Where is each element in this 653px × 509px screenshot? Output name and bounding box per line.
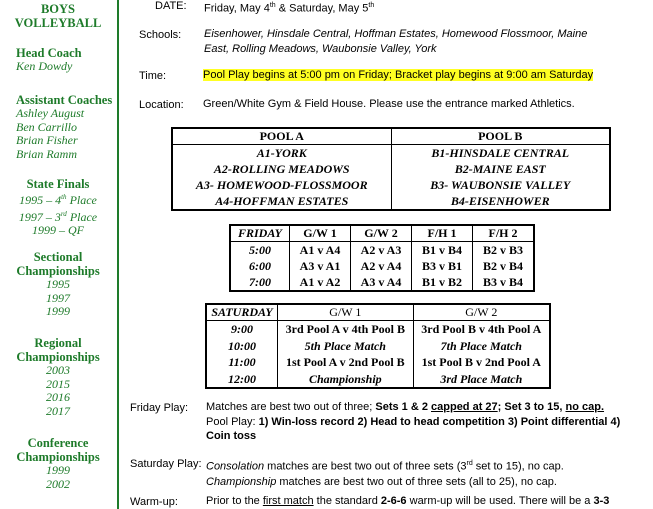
regional-block (0, 336, 116, 418)
state-finals-title: State Finals (26, 177, 90, 191)
head-coach-title: Head Coach (16, 46, 82, 60)
sectional-year: 1997 (46, 290, 70, 305)
conference-year: 2002 (46, 476, 70, 491)
head-coach-block (0, 46, 132, 74)
sectional-title: Championships (16, 264, 100, 278)
regional-title: Championships (16, 350, 100, 364)
table-row (230, 225, 534, 242)
table-row: 9:00 10:00 11:00 12:00 3rd Pool A v 4th Pool B 5th Place Match 1st Pool A v 2nd Pool B Championship 3rd Pool B v 4th Pool A 7th Place Match 1st Pool B v 2nd Pool A 3rd Place Match (206, 321, 550, 389)
assistant-coaches-title: Assistant Coaches (16, 93, 113, 107)
assistant-coaches-block (0, 93, 132, 161)
friday-play-rules: Matches are best two out of three; Sets 1 & 2 capped at 27; Set 3 to 15, no cap. Pool Play: 1) Win-loss record 2) Head to head competition 3) Point differential 4) Coin toss (206, 401, 621, 442)
sidebar (0, 0, 116, 509)
pool-b-team: B4-EISENHOWER (450, 194, 550, 208)
friday-header: FRIDAY (230, 225, 290, 242)
regional-year: 2017 (46, 403, 70, 418)
pool-a-header: POOL A (172, 128, 391, 145)
time-value: Pool Play begins at 5:00 pm on Friday; Bracket play begins at 9:00 am Saturday (203, 69, 594, 81)
court-header: G/W 2 (413, 304, 550, 321)
regional-title: Regional (34, 336, 82, 350)
date-label: DATE: (155, 0, 187, 12)
saturday-play-rules: Consolation matches are best two out of three sets (3rd set to 15), no cap. Championship matches are best two out of three sets (all to 25), no cap. (206, 460, 564, 488)
assistant-name: Ben Carrillo (16, 119, 78, 134)
state-finals-block (0, 177, 116, 238)
saturday-play-label: Saturday Play: (130, 458, 202, 470)
court-header: F/H 2 (473, 225, 535, 242)
pool-b-team: B3- WAUBONSIE VALLEY (430, 178, 571, 192)
date-value: Friday, May 4th & Saturday, May 5th (204, 2, 375, 15)
pool-a-team: A3- HOMEWOOD-FLOSSMOOR (195, 178, 368, 192)
state-finals-entry: 1999 – QF (32, 223, 84, 237)
table-row (172, 128, 610, 145)
assistant-name: Brian Ramm (16, 146, 77, 161)
pool-b-team: B1-HINSDALE CENTRAL (431, 146, 570, 160)
conference-block (0, 436, 116, 491)
court-header: G/W 2 (351, 225, 412, 242)
schools-value: Eisenhower, Hinsdale Central, Hoffman Estates, Homewood Flossmoor, Maine East, Rolling Meadows, Waubonsie Valley, York (204, 28, 588, 55)
pool-a-team: A2-ROLLING MEADOWS (213, 162, 350, 176)
pool-b-header: POOL B (391, 128, 610, 145)
location-value: Green/White Gym & Field House. Please use the entrance marked Athletics. (203, 98, 575, 110)
saturday-header: SATURDAY (206, 304, 278, 321)
regional-year: 2016 (46, 390, 70, 404)
program-title: BOYS VOLLEYBALL (14, 2, 102, 30)
table-row: 5:00 6:00 7:00 A1 v A4 A3 v A1 A1 v A2 A2 v A3 A2 v A4 A3 v A4 B1 v B4 B3 v B1 B1 v B2 B2 v B3 B2 v B4 B3 v B4 (230, 242, 534, 292)
assistant-name: Brian Fisher (16, 133, 78, 147)
location-label: Location: (139, 99, 184, 111)
warmup-rules: Prior to the first match the standard 2-6-6 warm-up will be used. There will be a 3-3 (206, 495, 610, 507)
assistant-name: Ashley August (16, 106, 85, 120)
sidebar-divider (117, 0, 119, 509)
conference-title: Championships (16, 450, 100, 464)
table-row (172, 145, 610, 211)
pool-a-team: A1-YORK (256, 146, 307, 160)
time-label: Time: (139, 70, 167, 82)
pool-a-team: A4-HOFFMAN ESTATES (215, 194, 349, 208)
court-header: G/W 1 (290, 225, 351, 242)
friday-play-label: Friday Play: (130, 402, 189, 414)
head-coach-name: Ken Dowdy (16, 59, 73, 73)
sectional-year: 1999 (46, 304, 70, 318)
schools-label: Schools: (139, 29, 182, 41)
court-header: G/W 1 (278, 304, 414, 321)
friday-schedule-table (229, 224, 535, 292)
regional-year: 2015 (46, 376, 70, 391)
sectional-title: Sectional (33, 250, 83, 264)
conference-title: Conference (27, 436, 89, 450)
warmup-label: Warm-up: (130, 496, 178, 508)
state-finals-entry: 1997 – 3rd Place (18, 209, 98, 224)
sectional-year: 1995 (46, 277, 70, 291)
court-header: F/H 1 (412, 225, 473, 242)
regional-year: 2003 (46, 363, 70, 377)
pool-b-team: B2-MAINE EAST (454, 162, 546, 176)
table-row (206, 304, 550, 321)
sectional-block (0, 250, 116, 319)
state-finals-entry: 1995 – 4th Place (19, 193, 97, 207)
saturday-schedule-table (205, 303, 551, 389)
conference-year: 1999 (46, 463, 70, 477)
pools-table (171, 127, 611, 211)
